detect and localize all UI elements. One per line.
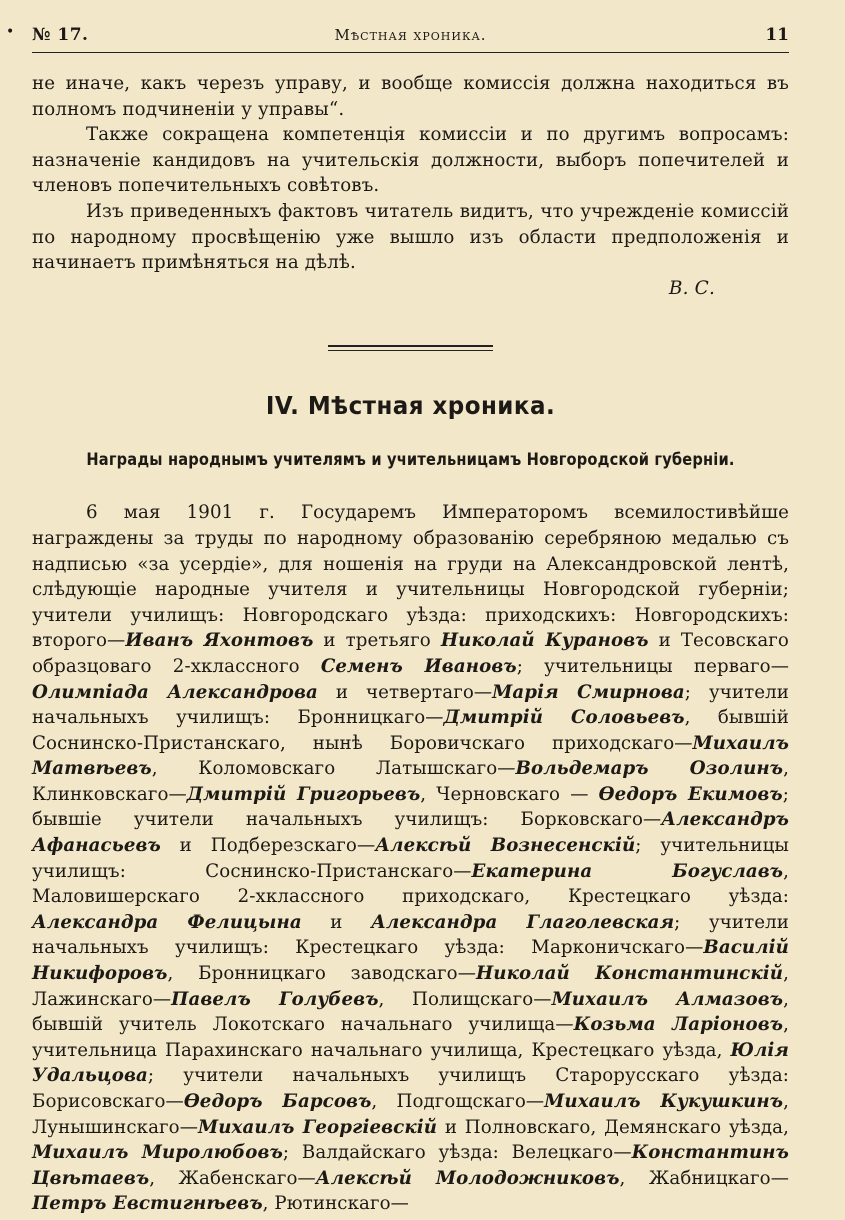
person-name: Михаилъ Миролюбовъ (32, 1142, 283, 1164)
text-run: , Жабенскаго— (149, 1167, 316, 1189)
text-run: 6 мая 1901 г. Государемъ Императоромъ всемилостивѣйше награждены за труды по народному образованію серебряною медалью съ надписью «за усердіе», для ношенія на груди на Александровской лентѣ, слѣдующіе народные учителя и учительницы Новгородской губерніи; учители училищъ: Новгородскаго уѣзда: приходскихъ: Новгородскихъ: второго— (32, 502, 789, 652)
person-name: Дмитрій Григорьевъ (186, 783, 421, 805)
person-name: Александра Глаголевская (371, 911, 675, 933)
article-title: Награды народнымъ учителямъ и учительницамъ Новгородской губерніи. (86, 450, 735, 471)
person-name: Михаилъ Матвѣевъ (32, 732, 789, 780)
running-title: Мѣстная хроника. (334, 26, 487, 44)
issue-number: № 17. (32, 25, 89, 45)
person-name: Николай Константинскій (476, 963, 784, 985)
text-run: , Бронницкаго заводскаго— (167, 963, 476, 985)
person-name: Екатерина Богуславъ (471, 860, 784, 882)
text-run: , Маловишерскаго 2-хклассного приходскаго, Крестецкаго уѣзда: (32, 860, 789, 908)
text-run: , учительница Парахинскаго начальнаго училища, Крестецкаго уѣзда, (32, 1014, 789, 1061)
person-name: Алексѣй Молодожниковъ (315, 1167, 620, 1189)
previous-article (32, 71, 789, 301)
person-name: Дмитрій Соловьевъ (443, 707, 685, 729)
page-number: 11 (765, 25, 789, 45)
person-name: Иванъ Яхонтовъ (125, 630, 314, 652)
text-run: и (301, 911, 372, 933)
page-header (6, 22, 789, 53)
person-name: Ѳедоръ Барсовъ (183, 1091, 372, 1112)
text-run: и четвертаго— (317, 681, 493, 703)
text-run: , Подгощскаго— (371, 1091, 545, 1112)
section-title: IV. Мѣстная хроника. (265, 391, 556, 421)
person-name: Вольдемаръ Озолинъ (515, 758, 784, 780)
text-run: ; учители начальныхъ училищъ: Бронницкаго— (32, 681, 789, 729)
text-run: ; учители начальныхъ училищъ Старорусскаго уѣзда: Борисовскаго— (32, 1065, 789, 1112)
person-name: Александра Фелицына (32, 911, 302, 933)
text-run: , Полищскаго— (378, 988, 552, 1010)
text-run: ; учительницы перваго— (516, 655, 789, 677)
person-name: Николай Курановъ (440, 630, 649, 652)
text-run: ; учители начальныхъ училищъ: Крестецкаго уѣзда: Марконичскаго— (32, 911, 789, 959)
text-run: , Коломовскаго Латышскаго— (151, 758, 516, 780)
text-run: и третьяго (313, 630, 441, 652)
person-name: Юлія Удальцова (32, 1039, 789, 1087)
text-run: , Лажинскаго— (32, 963, 789, 1010)
paragraph: Изъ приведенныхъ фактовъ читатель видитъ, что учрежденіе комиссій по народному просвѣщенію уже вышло изъ области предположенія и начинаетъ примѣняться на дѣлѣ. (32, 200, 789, 274)
text-run: ; бывшіе учители начальныхъ училищъ: Борковскаго— (32, 783, 789, 831)
person-name: Константинъ Цвѣтаевъ (32, 1142, 789, 1189)
text-run: и Тесовскаго образцоваго 2-хклассного (32, 630, 789, 677)
person-name: Михаилъ Алмазовъ (551, 988, 784, 1010)
person-name: Павелъ Голубевъ (171, 988, 379, 1010)
person-name: Алексѣй Вознесенскій (375, 835, 636, 857)
author-signature: В. С. (668, 277, 715, 299)
person-name: Семенъ Ивановъ (320, 655, 517, 677)
person-name: Александръ Афанасьевъ (32, 809, 789, 857)
person-name: Василій Никифоровъ (32, 937, 789, 985)
person-name: Олимпіада Александрова (32, 681, 318, 703)
text-run: , Черновскаго — (420, 783, 599, 805)
text-run: , бывшій Соснинско-Пристанскаго, нынѣ Боровичскаго приходскаго— (32, 707, 789, 754)
person-name: Марія Смирнова (492, 681, 685, 703)
text-run: ; учительницы училищъ: Соснинско-Пристанскаго— (32, 835, 789, 882)
person-name: Ѳедоръ Екимовъ (598, 783, 783, 805)
paragraph: Также сокращена компетенція комиссіи и по другимъ вопросамъ: назначеніе кандидовъ на учительскія должности, выборъ попечителей и членовъ попечительныхъ совѣтовъ. (32, 124, 789, 197)
text-run: и Подберезскаго— (160, 835, 376, 857)
text-run: и Полновскаго, Демянскаго уѣзда, (437, 1116, 789, 1138)
section-divider (328, 345, 493, 351)
person-name: Михаилъ Георгіевскій (198, 1116, 438, 1138)
margin-dot: • (6, 24, 15, 40)
article-body (32, 500, 789, 1217)
text-run: , Лунышинскаго— (32, 1091, 789, 1138)
paragraph: не иначе, какъ черезъ управу, и вообще комиссія должна находиться въ полномъ подчиненіи у управы“. (32, 73, 789, 120)
text-run: , Рютинскаго— (262, 1193, 409, 1215)
text-run: ; Валдайскаго уѣзда: Велецкаго— (282, 1142, 632, 1164)
text-run: , бывшій учитель Локотскаго начальнаго училища— (32, 988, 789, 1036)
text-run: , Жабницкаго— (619, 1167, 789, 1189)
person-name: Петръ Евстигнѣевъ (32, 1193, 263, 1215)
person-name: Козьма Ларіоновъ (573, 1014, 784, 1036)
text-run: , Клинковскаго— (32, 758, 789, 805)
person-name: Михаилъ Кукушкинъ (544, 1091, 784, 1112)
